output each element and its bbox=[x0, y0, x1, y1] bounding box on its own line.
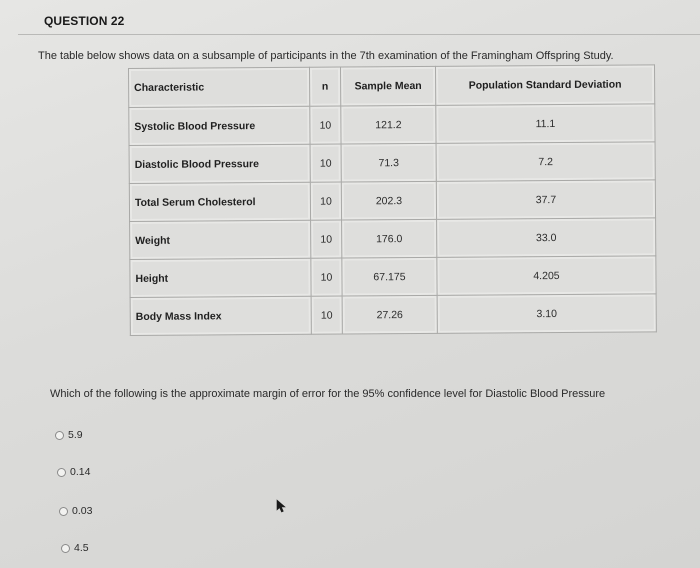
cell-mean: 71.3 bbox=[341, 143, 436, 182]
cell-sd: 7.2 bbox=[436, 142, 655, 182]
answer-option-1[interactable] bbox=[55, 429, 83, 441]
cell-mean: 121.2 bbox=[341, 105, 436, 144]
cell-n: 10 bbox=[310, 182, 341, 220]
header-population-sd: Population Standard Deviation bbox=[435, 65, 654, 106]
answer-option-4[interactable] bbox=[61, 542, 89, 554]
cell-mean: 67.175 bbox=[342, 257, 437, 296]
radio-button[interactable] bbox=[55, 431, 64, 440]
cell-characteristic: Total Serum Cholesterol bbox=[129, 182, 310, 221]
cell-sd: 11.1 bbox=[436, 104, 655, 144]
cell-sd: 4.205 bbox=[437, 256, 656, 296]
header-sample-mean: Sample Mean bbox=[340, 66, 435, 106]
cell-characteristic: Body Mass Index bbox=[130, 296, 311, 335]
answer-option-label: 0.14 bbox=[70, 466, 91, 478]
answer-option-3[interactable] bbox=[59, 505, 92, 517]
table-row bbox=[130, 294, 656, 336]
header-n: n bbox=[309, 67, 340, 106]
cell-mean: 27.26 bbox=[342, 295, 437, 334]
answer-option-label: 0.03 bbox=[72, 505, 93, 517]
question-title: QUESTION 22 bbox=[44, 14, 125, 28]
radio-button[interactable] bbox=[61, 544, 70, 553]
mouse-pointer-icon bbox=[276, 499, 288, 513]
cell-sd: 33.0 bbox=[437, 218, 656, 258]
cell-n: 10 bbox=[311, 220, 342, 258]
title-divider bbox=[18, 34, 700, 35]
data-table bbox=[128, 64, 657, 336]
cell-sd: 37.7 bbox=[436, 180, 655, 220]
answer-option-label: 5.9 bbox=[68, 429, 83, 441]
table-row bbox=[129, 142, 655, 184]
table-row bbox=[129, 180, 655, 222]
cell-n: 10 bbox=[310, 106, 341, 144]
question-prompt: Which of the following is the approximate margin of error for the 95% confidence level for Diastolic Blood Pressure bbox=[50, 388, 606, 400]
cell-characteristic: Systolic Blood Pressure bbox=[129, 106, 310, 145]
answer-option-2[interactable] bbox=[57, 466, 90, 478]
table-header-row bbox=[129, 65, 655, 108]
table-row bbox=[129, 104, 655, 146]
table-row bbox=[130, 256, 656, 298]
cell-characteristic: Height bbox=[130, 258, 311, 297]
radio-button[interactable] bbox=[59, 507, 68, 516]
cell-mean: 176.0 bbox=[342, 219, 437, 258]
cell-mean: 202.3 bbox=[341, 181, 436, 220]
header-characteristic: Characteristic bbox=[129, 67, 310, 107]
cell-characteristic: Weight bbox=[130, 220, 311, 259]
table-row bbox=[130, 218, 656, 260]
question-intro: The table below shows data on a subsample of participants in the 7th examination of the Framingham Offspring Study. bbox=[38, 50, 614, 62]
cell-sd: 3.10 bbox=[437, 294, 656, 334]
cell-n: 10 bbox=[311, 258, 342, 296]
radio-button[interactable] bbox=[57, 468, 66, 477]
cell-characteristic: Diastolic Blood Pressure bbox=[129, 144, 310, 183]
cell-n: 10 bbox=[310, 144, 341, 182]
cell-n: 10 bbox=[311, 296, 342, 334]
answer-option-label: 4.5 bbox=[74, 542, 89, 554]
